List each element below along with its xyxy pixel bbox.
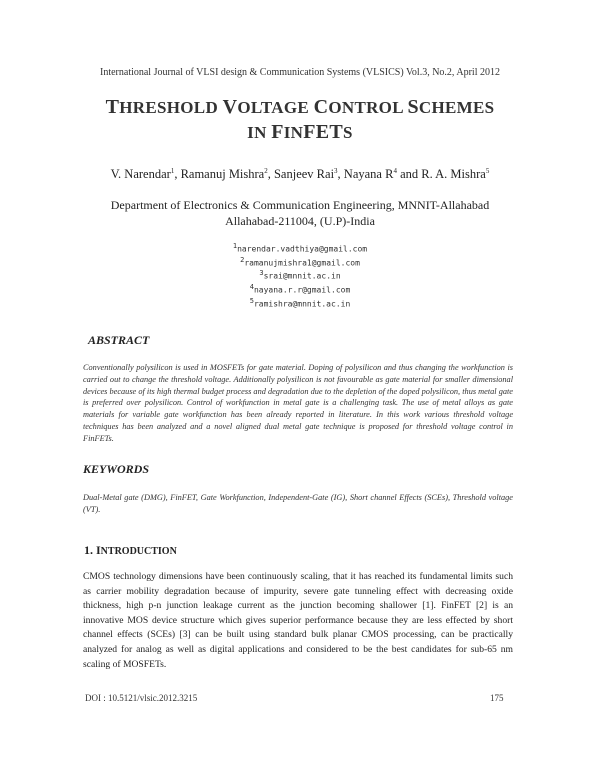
author-sup: 1: [170, 167, 175, 175]
title-word: IN: [283, 123, 304, 142]
title-word: HRESHOLD: [119, 98, 223, 117]
title-word: OLTAGE: [237, 98, 314, 117]
author-list: [0, 167, 600, 182]
email-address: narendar.vadthiya@gmail.com: [237, 244, 368, 254]
section-number: 1. I: [84, 543, 101, 557]
email-item[interactable]: [0, 268, 600, 282]
email-address: ramishra@mnnit.ac.in: [253, 299, 351, 309]
affiliation-line-1: Department of Electronics & Communication Engineering, MNNIT-Allahabad: [110, 198, 490, 212]
abstract-heading: ABSTRACT: [88, 333, 150, 347]
email-sup: 5: [249, 296, 254, 305]
section-heading-introduction: [84, 543, 177, 558]
author-name: Nayana R: [343, 167, 394, 182]
title-initial: S: [407, 96, 419, 118]
title-line-2: [0, 120, 600, 145]
journal-header: International Journal of VLSI design & Communication Systems (VLSICS) Vol.3, No.2, April 2012: [100, 67, 500, 78]
email-sup: 2: [240, 255, 245, 264]
affiliation: [0, 197, 600, 229]
introduction-paragraph: CMOS technology dimensions have been continuously scaling, that it has reached its fundamental limits such as carrier mobility degradation because of impurity, severe gate tunneling effect with decreasing oxide thickness, high p-n junction leakage current as the junction becoming shallower [1]. FinFET [2] is an innovative MOS device structure which gives superior performance because they are less effected by short channel effects (SCEs) [3] can be built using standard bulk planar CMOS processing, can be practically analyzed for analog as well as digital applications and considered to be the best candidates for sub-65 nm scaling of MOSFETs.: [83, 571, 513, 670]
section-title: NTRODUCTION: [100, 546, 177, 557]
email-address: srai@mnnit.ac.in: [263, 271, 341, 281]
keywords-heading: KEYWORDS: [83, 462, 150, 476]
title-initial: T: [105, 96, 120, 118]
title-word: ONTROL: [328, 98, 408, 117]
email-item[interactable]: [0, 241, 600, 255]
author-sup: 5: [485, 167, 490, 175]
email-item[interactable]: [0, 282, 600, 296]
author-name: V. Narendar: [110, 167, 171, 182]
page-number: 175: [490, 693, 504, 703]
abstract-text: Conventionally polysilicon is used in MOSFETs for gate material. Doping of polysilicon and thus changing the workfunction is carried out to change the threshold voltage. Additionally polysilicon is not favourable as gate material for smaller dimensional devices because of its high thermal budget process and degradation due to the depletion of the doped polysilicon, thus metal gate is preferred over polysilicon. Control of workfunction in metal gate is a challenging task. The use of metal alloys as gate materials for variable gate workfunction has been already reported in literature. In this work various threshold voltage techniques has been analyzed and a novel aligned dual metal gate technique is proposed for threshold voltage control in FinFETs.: [83, 363, 513, 443]
email-address: nayana.r.r@gmail.com: [253, 285, 351, 295]
paper-title: [0, 95, 600, 145]
author-name: Sanjeev Rai: [273, 167, 335, 182]
author-sup: 2: [264, 167, 268, 175]
author-sep: ,: [174, 167, 181, 182]
email-sup: 4: [249, 282, 254, 291]
author-sep: ,: [337, 167, 344, 182]
author-name: Ramanuj Mishra: [180, 167, 265, 182]
email-list: [0, 241, 600, 309]
email-item[interactable]: [0, 296, 600, 310]
affiliation-line-2: Allahabad-211004, (U.P)-India: [225, 214, 375, 228]
title-initial: V: [222, 96, 238, 118]
email-sup: 3: [259, 269, 264, 278]
title-word: CHEMES: [418, 98, 495, 117]
author-name: R. A. Mishra: [421, 167, 486, 182]
title-initial: C: [313, 96, 329, 118]
title-word: S: [343, 123, 353, 142]
author-sep: ,: [267, 167, 274, 182]
keywords-text: Dual-Metal gate (DMG), FinFET, Gate Workfunction, Independent-Gate (IG), Short channel Effects (SCEs), Threshold voltage (VT).: [83, 493, 513, 514]
email-address: ramanujmishra1@gmail.com: [244, 258, 360, 268]
author-sup: 3: [334, 167, 338, 175]
email-item[interactable]: [0, 255, 600, 269]
title-line-1: [0, 95, 600, 120]
title-initial: FET: [303, 121, 344, 143]
title-initial: F: [271, 121, 284, 143]
author-sup: 4: [393, 167, 397, 175]
author-sep: and: [396, 167, 422, 182]
doi-footer[interactable]: DOI : 10.5121/vlsic.2012.3215: [85, 693, 198, 703]
email-sup: 1: [232, 242, 238, 250]
title-word: IN: [247, 123, 272, 142]
